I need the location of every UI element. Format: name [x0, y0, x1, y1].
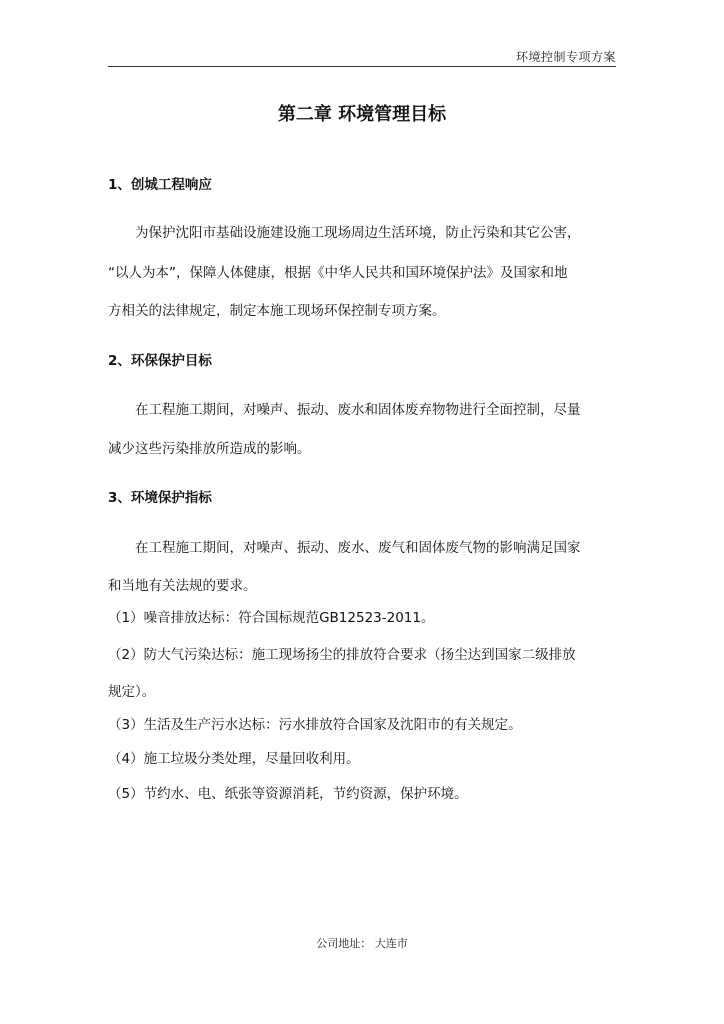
section-2-paragraph-line-2: 减少这些污染排放所造成的影响。	[108, 441, 311, 457]
list-item: （2）防大气污染达标：施工现场扬尘的排放符合要求（扬尘达到国家二级排放	[108, 647, 576, 663]
header-title: 环境控制专项方案	[515, 50, 616, 64]
list-item: （5）节约水、电、纸张等资源消耗，节约资源，保护环境。	[108, 786, 468, 802]
list-item-continuation: 规定）。	[108, 684, 156, 700]
section-2-paragraph-line-1: 在工程施工期间，对噪声、振动、废水和固体废弃物物进行全面控制，尽量	[135, 402, 581, 418]
section-3-paragraph-line-1: 在工程施工期间，对噪声、振动、废水、废气和固体废气物的影响满足国家	[135, 540, 581, 556]
header-rule	[108, 66, 616, 67]
list-item: （1）噪音排放达标：符合国标规范GB12523-2011。	[108, 610, 435, 626]
section-heading-1: 1、创城工程响应	[108, 177, 212, 193]
section-3-paragraph-line-2: 和当地有关法规的要求。	[108, 578, 257, 594]
list-item: （4）施工垃圾分类处理，尽量回收利用。	[108, 751, 360, 767]
section-1-paragraph-line-3: 方相关的法律规定，制定本施工现场环保控制专项方案。	[108, 303, 446, 319]
section-1-paragraph-line-1: 为保护沈阳市基础设施建设施工现场周边生活环境，防止污染和其它公害，	[135, 225, 581, 241]
footer-address: 公司地址： 大连市	[316, 937, 408, 950]
list-item: （3）生活及生产污水达标：污水排放符合国家及沈阳市的有关规定。	[108, 717, 522, 733]
section-heading-3: 3、环境保护指标	[108, 490, 212, 506]
section-1-paragraph-line-2: “以人为本”，保障人体健康，根据《中华人民共和国环境保护法》及国家和地	[108, 265, 568, 281]
chapter-title: 第二章 环境管理目标	[277, 104, 447, 125]
section-heading-2: 2、环保保护目标	[108, 353, 212, 369]
